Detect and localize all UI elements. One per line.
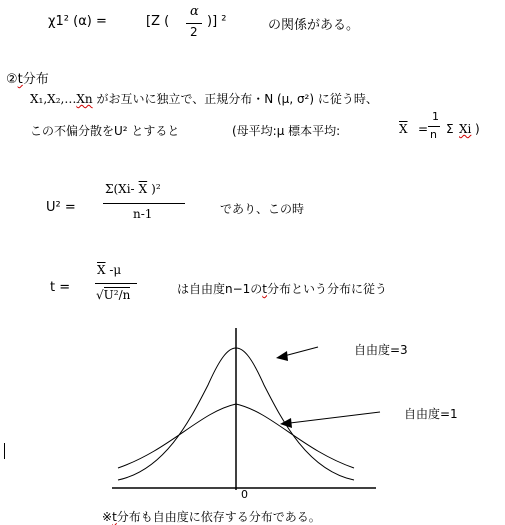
t-numerator [97, 263, 121, 277]
u2-tail: であり、この時 [220, 202, 305, 216]
sqrt-sign: √ [96, 288, 104, 302]
mean-frac-den: n [430, 128, 437, 141]
bracket-open: [Z ( [146, 14, 170, 29]
t-tail-b: 分布という分布に従う [267, 282, 388, 296]
section-t: t [17, 72, 23, 87]
footnote [102, 508, 321, 525]
mean-definition-open: (母平均:μ 標本平均: [232, 124, 341, 138]
relation-tail: の関係がある。 [268, 18, 360, 33]
arrow-df1-head [280, 418, 292, 428]
u2-lhs: U² = [46, 200, 76, 215]
mean-sigma: Σ [446, 122, 454, 136]
label-df3: 自由度=3 [354, 343, 408, 357]
mean-frac-num: 1 [432, 110, 439, 123]
arrow-df3-head [276, 351, 288, 361]
label-df1: 自由度=1 [404, 407, 458, 421]
t-lhs: t = [50, 280, 71, 295]
bracket-close: )] ² [207, 14, 227, 29]
alpha-fraction-bar [186, 23, 202, 24]
sample-vars: X₁,X₂,… [30, 92, 77, 106]
u2-num-a: Σ(Xi- [105, 182, 135, 196]
section-number: ② [6, 72, 18, 87]
text-cursor [4, 443, 5, 459]
mean-fraction-bar [428, 126, 440, 127]
mean-equals: = [418, 122, 429, 136]
description-line-2 [30, 122, 179, 139]
mean-definition-close: ) [475, 122, 480, 136]
u2-num-b: )² [151, 182, 161, 196]
t-tail-a: は自由度n−1の [177, 282, 263, 296]
t-tail-t: t [262, 282, 268, 296]
curve-df3 [118, 348, 354, 480]
mean-xbar: $\overline{X}$ [399, 122, 408, 136]
t-distribution-statement [177, 280, 387, 297]
chi-square-lhs: χ1² (α) = [48, 14, 107, 29]
mean-xi: Xi [459, 122, 472, 136]
description-text-1: がお互いに独立で、正規分布・N (μ, σ²) に従う時、 [96, 92, 378, 106]
u2-fraction-bar [103, 203, 185, 204]
arrow-df3-line [284, 347, 318, 356]
unbiased-variance-text: この不偏分散をU² とすると [30, 124, 180, 138]
sample-xn: Xn [76, 92, 93, 106]
t-num-rest: -μ [105, 263, 122, 277]
t-num-xbar: $\overline{X}$ [97, 263, 106, 277]
alpha-numerator: α [190, 4, 199, 19]
t-den-value: U²/n [103, 288, 131, 302]
origin-label: 0 [241, 488, 248, 501]
t-fraction-bar [95, 283, 137, 284]
note-text: 分布も自由度に依存する分布である。 [116, 510, 321, 524]
u2-num-xbar: $\overline{X}$ [138, 182, 148, 196]
curve-df1 [118, 404, 354, 468]
note-t: t [112, 510, 117, 524]
t-denominator [96, 288, 130, 302]
section-heading [6, 68, 49, 87]
arrow-df1-line [290, 412, 380, 423]
description-line-1 [30, 90, 378, 107]
note-mark: ※ [102, 510, 113, 524]
chi-square-relation [48, 14, 107, 29]
alpha-denominator: 2 [190, 25, 198, 39]
u2-denominator: n-1 [133, 207, 153, 221]
section-title: 分布 [22, 72, 49, 87]
u2-numerator [105, 182, 161, 196]
